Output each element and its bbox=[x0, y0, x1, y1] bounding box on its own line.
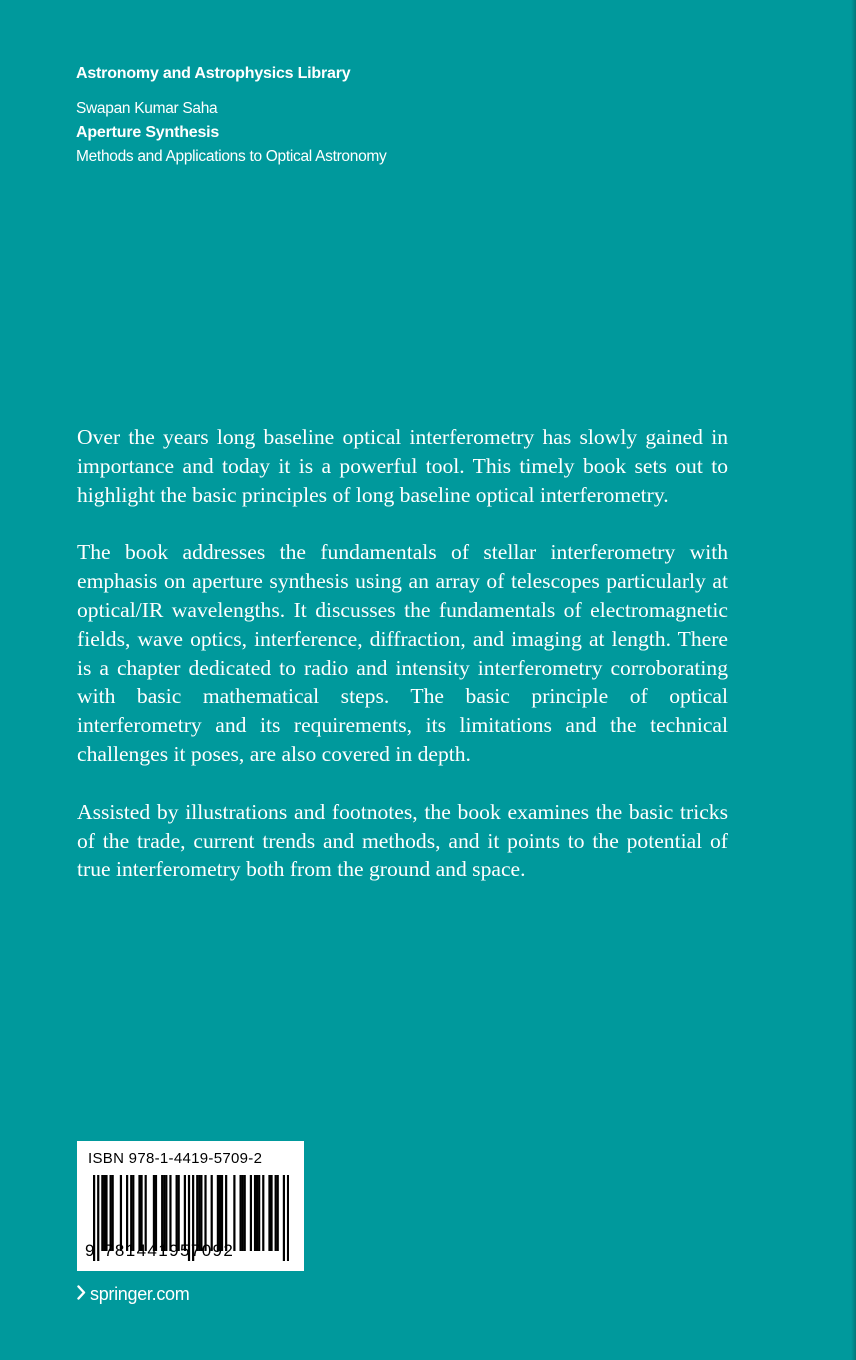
description-paragraph-3: Assisted by illustrations and footnotes, the book examines the basic tricks of the trade, current trends and methods, and it points to the potential of true interferometry both from the ground and space. bbox=[77, 799, 728, 882]
barcode-bar bbox=[200, 1175, 202, 1251]
barcode-bar bbox=[198, 1175, 200, 1251]
book-title: Aperture Synthesis bbox=[76, 124, 220, 141]
barcode-bar bbox=[256, 1175, 258, 1251]
barcode-bar bbox=[196, 1175, 198, 1251]
barcode-bar bbox=[101, 1175, 103, 1251]
barcode-bar bbox=[120, 1175, 122, 1251]
barcode-bar bbox=[225, 1175, 227, 1251]
barcode-bar bbox=[169, 1175, 171, 1251]
description-paragraph-1: Over the years long baseline optical interferometry has slowly gained in importance and today it is a powerful tool. This timely book sets out to highlight the basic principles of long baseline optical interferometry. bbox=[77, 425, 728, 507]
barcode-bar bbox=[268, 1175, 270, 1251]
barcode-bar bbox=[287, 1175, 289, 1261]
book-subtitle: Methods and Applications to Optical Astronomy bbox=[76, 148, 387, 165]
barcode-bar bbox=[97, 1175, 99, 1261]
barcode-bar bbox=[211, 1175, 213, 1251]
barcode-bar bbox=[204, 1175, 206, 1251]
spine-edge-shade bbox=[851, 0, 856, 1360]
publisher-website[interactable] bbox=[77, 1284, 189, 1305]
barcode-bar bbox=[155, 1175, 157, 1251]
barcode-bar bbox=[275, 1175, 277, 1251]
barcode-digits: 781441957092 bbox=[104, 1241, 235, 1260]
barcode-bar bbox=[258, 1175, 260, 1251]
barcode-bar bbox=[221, 1175, 223, 1251]
barcode-bar bbox=[103, 1175, 105, 1251]
barcode-bar bbox=[153, 1175, 155, 1251]
barcode-bar bbox=[132, 1175, 134, 1251]
author-name: Swapan Kumar Saha bbox=[76, 100, 218, 117]
barcode-bar bbox=[254, 1175, 256, 1251]
series-name: Astronomy and Astrophysics Library bbox=[76, 65, 351, 82]
book-header bbox=[76, 62, 776, 169]
barcode-bar bbox=[233, 1175, 235, 1251]
barcode-bar bbox=[176, 1175, 178, 1251]
book-description bbox=[77, 423, 728, 913]
barcode-bar bbox=[178, 1175, 180, 1251]
isbn-label: ISBN 978-1-4419-5709-2 bbox=[88, 1150, 263, 1167]
barcode-bar bbox=[242, 1175, 244, 1251]
barcode-bar bbox=[140, 1175, 142, 1251]
barcode-bar bbox=[161, 1175, 163, 1251]
barcode-bar bbox=[163, 1175, 165, 1251]
barcode-bar bbox=[184, 1175, 186, 1251]
barcode-bar bbox=[165, 1175, 167, 1251]
barcode-bar bbox=[105, 1175, 107, 1251]
website-url[interactable]: springer.com bbox=[90, 1284, 190, 1304]
barcode-bar bbox=[145, 1175, 147, 1251]
barcode-bar bbox=[283, 1175, 285, 1261]
barcode-bar bbox=[219, 1175, 221, 1251]
description-paragraph-2: The book addresses the fundamentals of stellar interferometry with emphasis on aperture synthesis using an array of telescopes particularly at optical/IR wavelengths. It discusses the fundamentals of electromagnetic fields, wave optics, interference, diffraction, and imaging at length. There is a chapter dedicated to radio and intensity interferometry corroborating with basic mathematical steps. The basic principle of optical interferometry and its requirements, its limitations and the technical challenges it poses, are also covered in depth. bbox=[77, 540, 728, 766]
barcode-bar bbox=[244, 1175, 246, 1251]
barcode-bar bbox=[138, 1175, 140, 1251]
barcode-bar bbox=[277, 1175, 279, 1251]
chevron-right-icon bbox=[77, 1284, 86, 1305]
barcode-bar bbox=[217, 1175, 219, 1251]
barcode-bar bbox=[270, 1175, 272, 1251]
barcode-first-digit: 9 bbox=[85, 1241, 95, 1260]
barcode-bar bbox=[262, 1175, 264, 1251]
isbn-barcode-box bbox=[77, 1141, 304, 1271]
barcode-bar bbox=[130, 1175, 132, 1251]
barcode-bar bbox=[126, 1175, 128, 1251]
barcode-bar bbox=[250, 1175, 252, 1251]
barcode-bar bbox=[239, 1175, 241, 1251]
barcode-bar bbox=[110, 1175, 112, 1251]
barcode-bar bbox=[112, 1175, 114, 1251]
